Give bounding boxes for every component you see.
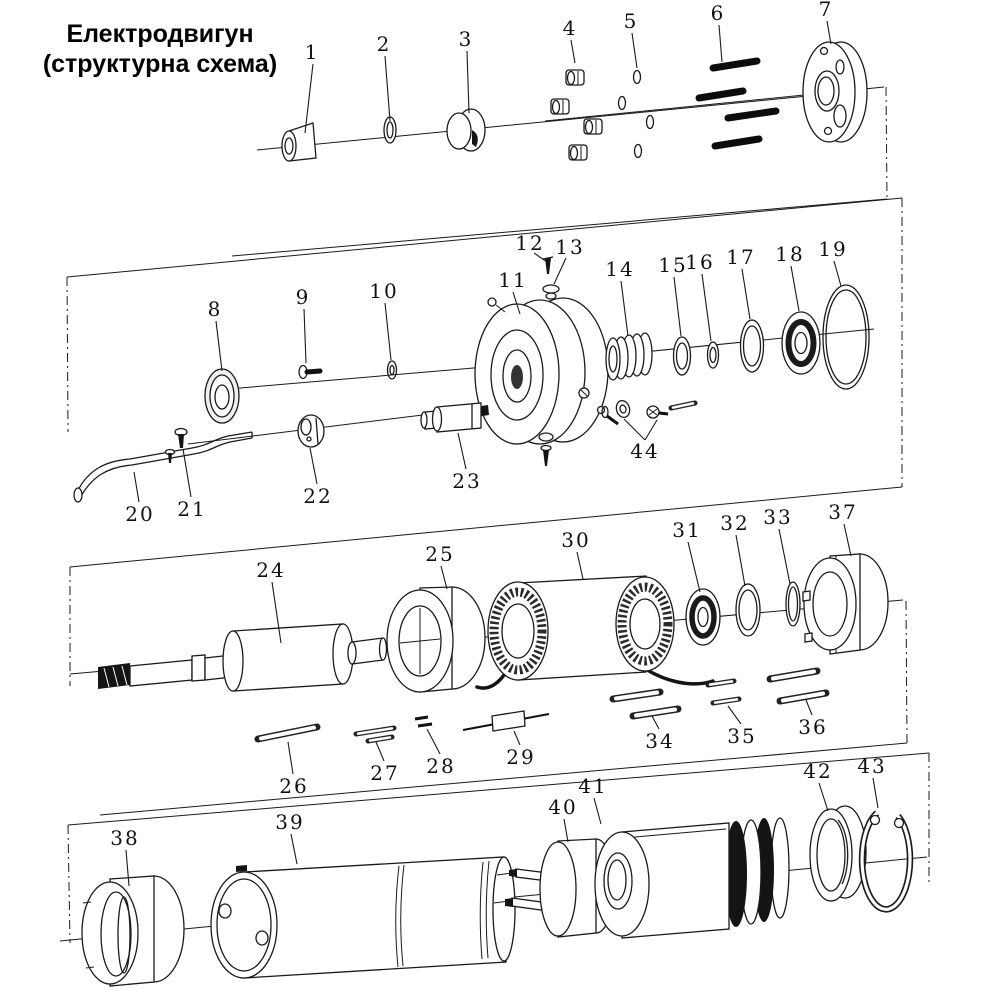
part-label-17: 17 bbox=[726, 245, 756, 269]
part-34-drawing-pins bbox=[613, 692, 678, 716]
leader-line-33 bbox=[779, 529, 790, 584]
leader-line-8 bbox=[216, 321, 222, 371]
part-label-26: 26 bbox=[279, 774, 309, 798]
part-16-drawing-small-ring bbox=[708, 342, 719, 368]
part-label-22: 22 bbox=[303, 484, 333, 508]
part-label-7: 7 bbox=[818, 0, 834, 21]
leader-line-6 bbox=[719, 25, 722, 62]
part-7-drawing-end-flange bbox=[803, 42, 867, 142]
leader-line-15 bbox=[674, 277, 681, 336]
leader-line-5 bbox=[632, 33, 637, 68]
leader-line-29 bbox=[514, 731, 520, 745]
leader-line-19 bbox=[834, 261, 841, 286]
part-label-25: 25 bbox=[425, 542, 455, 566]
leader-line-40 bbox=[564, 819, 568, 842]
part-label-38: 38 bbox=[110, 826, 140, 850]
leader-line-34 bbox=[652, 716, 659, 729]
part-8-drawing-seal-ring bbox=[205, 369, 239, 423]
leader-line-16 bbox=[702, 274, 711, 341]
part-label-31: 31 bbox=[672, 518, 702, 542]
leader-line-10 bbox=[385, 303, 391, 360]
part-label-21: 21 bbox=[177, 497, 207, 521]
leader-line-42 bbox=[819, 783, 828, 811]
part-label-42: 42 bbox=[803, 759, 833, 783]
part-4-drawing-nuts bbox=[551, 70, 602, 160]
part-29-drawing-thermal-protector bbox=[463, 711, 549, 731]
part-label-20: 20 bbox=[125, 502, 155, 526]
part-26-drawing-pin bbox=[258, 727, 317, 739]
part-21-drawing-screws bbox=[166, 429, 188, 464]
part-label-36: 36 bbox=[798, 715, 828, 739]
part-19-drawing-large-o-ring bbox=[823, 285, 869, 389]
leader-line-18 bbox=[791, 266, 799, 311]
section-frame-3 bbox=[70, 567, 907, 815]
part-25-drawing-bearing-cup bbox=[387, 587, 485, 692]
leader-line-32 bbox=[736, 535, 745, 586]
leader-line-21 bbox=[183, 449, 191, 497]
part-33-drawing-small-ring bbox=[786, 582, 800, 626]
part-1-drawing-cable-cap bbox=[282, 123, 316, 161]
part-label-5: 5 bbox=[623, 9, 639, 33]
leader-line-37 bbox=[844, 524, 851, 556]
part-label-3: 3 bbox=[458, 27, 474, 51]
part-23-drawing-plug bbox=[421, 403, 481, 432]
part-label-40: 40 bbox=[548, 795, 578, 819]
part-label-27: 27 bbox=[370, 761, 400, 785]
part-18-drawing-bearing bbox=[782, 312, 820, 374]
part-label-32: 32 bbox=[720, 511, 750, 535]
part-10-drawing-small-ring bbox=[388, 361, 397, 379]
part-label-30: 30 bbox=[561, 528, 591, 552]
part-label-6: 6 bbox=[710, 1, 726, 25]
part-30-drawing-stator bbox=[477, 576, 713, 688]
leader-line-14 bbox=[621, 281, 628, 336]
part-14-drawing-seal-stack bbox=[606, 333, 652, 380]
leader-line-9 bbox=[304, 309, 306, 363]
part-label-13: 13 bbox=[555, 235, 585, 259]
part-label-4: 4 bbox=[562, 16, 578, 40]
part-28-drawing-tiny-pins bbox=[415, 717, 432, 726]
part-35-drawing-small-pins bbox=[708, 681, 739, 703]
leader-line-3 bbox=[467, 51, 469, 113]
part-label-43: 43 bbox=[857, 754, 887, 778]
part-6-drawing-studs bbox=[699, 61, 776, 146]
leader-line-1 bbox=[305, 64, 313, 133]
part-42-drawing-retainer-ring bbox=[810, 806, 866, 901]
part-27-drawing-flat-keys bbox=[356, 728, 394, 741]
part-label-24: 24 bbox=[256, 558, 286, 582]
leader-line-36 bbox=[806, 700, 812, 715]
part-label-12: 12 bbox=[515, 231, 545, 255]
part-39-drawing-motor-housing bbox=[211, 857, 515, 978]
part-label-23: 23 bbox=[452, 469, 482, 493]
leader-line-22 bbox=[310, 448, 317, 484]
leader-line-44 bbox=[624, 419, 645, 440]
leader-line-25 bbox=[441, 566, 447, 589]
leader-line-13 bbox=[554, 258, 566, 284]
leader-line-23 bbox=[458, 433, 466, 469]
part-label-2: 2 bbox=[376, 32, 392, 56]
leader-line-4 bbox=[571, 40, 575, 63]
part-24-drawing-rotor-shaft bbox=[98, 624, 387, 691]
part-22-drawing-cable-clamp bbox=[298, 415, 324, 447]
leader-line-44 bbox=[645, 420, 657, 440]
leader-line-20 bbox=[134, 472, 139, 502]
part-label-34: 34 bbox=[645, 729, 675, 753]
leader-line-43 bbox=[873, 778, 878, 808]
part-label-35: 35 bbox=[727, 724, 757, 748]
part-44-drawing-fastener-set bbox=[602, 399, 695, 419]
part-label-37: 37 bbox=[828, 500, 858, 524]
leader-line-27 bbox=[376, 742, 384, 761]
part-38-drawing-end-cap-cup bbox=[82, 876, 184, 986]
part-label-15: 15 bbox=[658, 253, 688, 277]
leader-line-31 bbox=[688, 542, 700, 592]
part-9-drawing-screw bbox=[299, 366, 320, 379]
diagram-title-line2: (структурна схема) bbox=[42, 49, 278, 78]
part-label-8: 8 bbox=[207, 297, 223, 321]
part-41-drawing-bearing-bush bbox=[595, 818, 789, 938]
part-label-9: 9 bbox=[295, 285, 311, 309]
part-36-drawing-pins bbox=[770, 671, 826, 701]
leader-line-30 bbox=[577, 552, 583, 579]
part-label-16: 16 bbox=[685, 250, 715, 274]
leader-line-7 bbox=[827, 21, 831, 44]
leader-line-39 bbox=[291, 834, 297, 864]
part-label-28: 28 bbox=[426, 754, 456, 778]
part-20-drawing-cable-guard bbox=[74, 432, 252, 502]
axis-line-row2a bbox=[205, 366, 497, 391]
part-label-29: 29 bbox=[506, 745, 536, 769]
part-label-39: 39 bbox=[275, 810, 305, 834]
part-label-1: 1 bbox=[304, 40, 320, 64]
part-3-drawing-plug-cap bbox=[447, 109, 485, 151]
part-label-41: 41 bbox=[578, 774, 608, 798]
part-32-drawing-ring bbox=[736, 584, 760, 636]
part-label-33: 33 bbox=[763, 505, 793, 529]
part-17-drawing-ring bbox=[741, 320, 764, 372]
leader-line-28 bbox=[427, 729, 440, 754]
leader-line-41 bbox=[594, 798, 601, 824]
part-label-18: 18 bbox=[775, 242, 805, 266]
part-label-19: 19 bbox=[818, 237, 848, 261]
part-15-drawing-ring bbox=[674, 337, 691, 375]
leader-line-17 bbox=[742, 269, 750, 319]
part-label-44: 44 bbox=[630, 439, 660, 463]
leader-line-26 bbox=[288, 742, 293, 774]
leader-line-35 bbox=[728, 706, 741, 724]
leader-line-2 bbox=[385, 56, 390, 121]
part-label-10: 10 bbox=[369, 279, 399, 303]
part-37-drawing-end-cup bbox=[803, 554, 888, 654]
part-label-14: 14 bbox=[605, 257, 635, 281]
part-11-drawing-bearing-bracket bbox=[468, 257, 618, 466]
part-label-11: 11 bbox=[498, 268, 528, 292]
part-31-drawing-bearing bbox=[686, 589, 720, 645]
diagram-title-line1: Електродвигун bbox=[66, 20, 254, 48]
